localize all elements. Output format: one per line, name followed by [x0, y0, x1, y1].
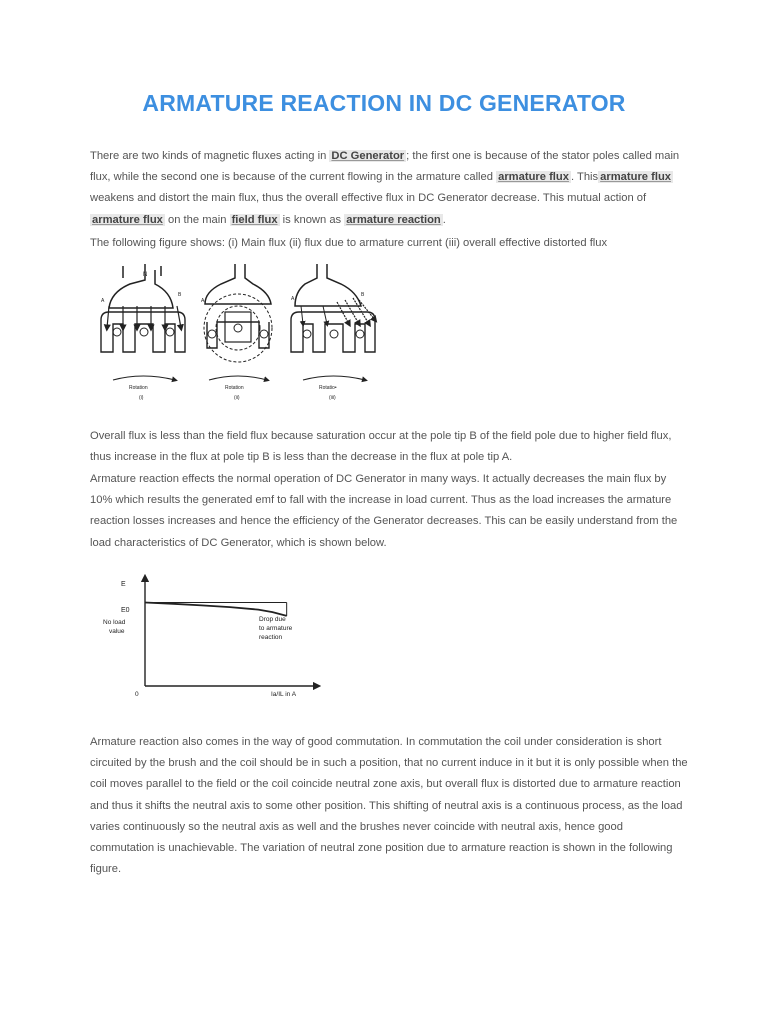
intro-text: . This: [570, 171, 599, 184]
intro-text: is known as: [279, 213, 345, 226]
rotation-label: Rotation: [129, 385, 148, 391]
tip-a-label: A: [101, 298, 105, 304]
tip-a-label: A: [291, 296, 295, 302]
page-title: ARMATURE REACTION IN DC GENERATOR: [142, 90, 626, 116]
link-armature-flux[interactable]: armature flux: [92, 213, 163, 226]
intro-paragraph: [90, 146, 690, 231]
panel-armature-flux: [201, 264, 272, 401]
x-axis-label: Ia/IL in A: [271, 691, 297, 698]
load-characteristic-curve: [145, 603, 287, 616]
link-armature-flux[interactable]: armature flux: [498, 171, 569, 184]
intro-text: weakens and distort the main flux, thus the overall effective flux in DC Generator decrease. This mutual action of: [90, 192, 647, 205]
caption-iii: (iii): [329, 395, 336, 401]
link-armature-reaction[interactable]: armature reaction: [346, 213, 441, 226]
overall-flux-paragraph: Overall flux is less than the field flux because saturation occur at the pole tip B of the field pole due to higher field flux, thus increase in the flux at pole tip B is less than the decrease in the flux at pole tip A.: [90, 430, 672, 464]
intro-text: ; the first one is because of the stator poles called main flux, while the second one is because of the current flowing in the armature called: [90, 150, 680, 184]
link-dc-generator[interactable]: DC Generator: [331, 150, 405, 162]
link-field-flux[interactable]: field flux: [231, 213, 278, 226]
y-axis-label: E: [121, 581, 126, 588]
no-load-label: No load: [103, 619, 126, 626]
tip-b-label: B: [178, 292, 182, 298]
effects-paragraph: Armature reaction effects the normal operation of DC Generator in many ways. It actually decreases the main flux by 10% which results the generated emf to fall with the increase in load current. Thus as the load increases the armature reaction losses increases and hence the efficiency of the Generator decreases. This can be easily understand from the load characteristics of DC Generator, which is shown below.: [90, 473, 678, 549]
e0-label: E0: [121, 607, 130, 614]
intro-text: There are two kinds of magnetic fluxes acting in: [90, 150, 330, 162]
origin-label: 0: [135, 691, 139, 698]
link-armature-flux[interactable]: armature flux: [600, 171, 672, 184]
caption-i: (i): [139, 395, 144, 401]
pole-n-label: N: [143, 272, 148, 278]
flux-distribution-figure: [95, 262, 385, 407]
load-characteristic-chart: [95, 572, 325, 702]
rotation-label: Rotatio•: [319, 385, 337, 391]
no-load-label: value: [109, 628, 125, 635]
intro-text: .: [442, 213, 446, 226]
panel-distorted-flux: [291, 264, 375, 401]
caption-ii: (ii): [234, 395, 240, 401]
figure-intro-text: The following figure shows: (i) Main flux (ii) flux due to armature current (iii) overall effective distorted flux: [90, 237, 608, 249]
drop-annotation: reaction: [259, 634, 283, 641]
rotation-label: Rotation: [225, 385, 244, 391]
commutation-paragraph: Armature reaction also comes in the way of good commutation. In commutation the coil under consideration is short circuited by the brush and the coil should be in such a position, that no current induce in it but it is only possible when the coil moves parallel to the field or the coil coincide neutral zone axis, but overall flux is distorted due to armature reaction and thus it shifts the neutral axis to some other position. This shifting of neutral axis is a continuous process, as the load varies continuously so the neutral axis as well and the brushes never coincide with neutral axis, hence good commutation is unachievable. The variation of neutral zone position due to armature reaction is shown in the following figure.: [90, 736, 688, 876]
tip-a-label: A: [201, 298, 205, 304]
intro-text: on the main: [164, 213, 230, 226]
tip-b-label: B: [361, 292, 365, 298]
panel-main-flux: [101, 264, 185, 401]
drop-annotation: to armature: [259, 625, 293, 632]
drop-annotation: Drop due: [259, 616, 286, 623]
